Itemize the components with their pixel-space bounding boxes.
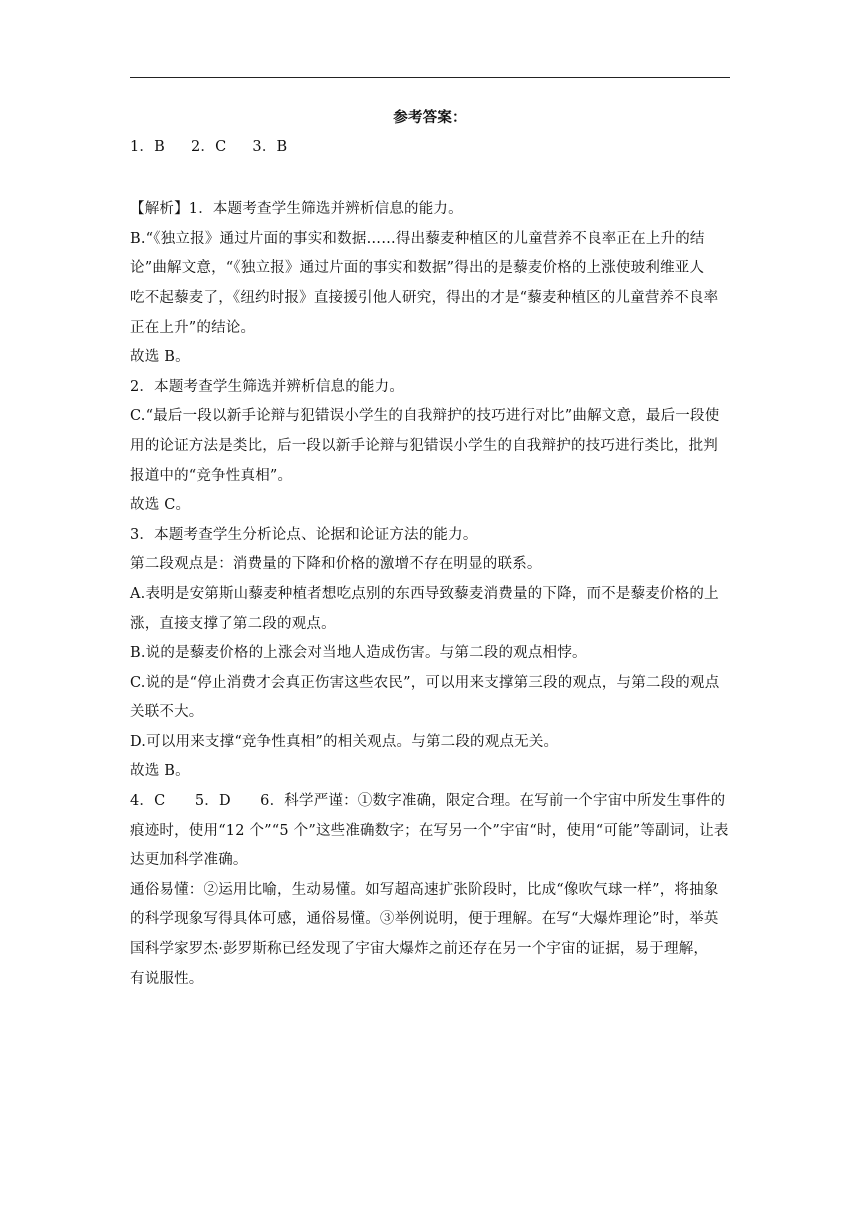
text-line: 的科学现象写得具体可感，通俗易懂。③举例说明，便于理解。在写“大爆炸理论”时，举英 bbox=[130, 911, 719, 928]
text-line: 国科学家罗杰·彭罗斯称已经发现了宇宙大爆炸之前还存在另一个宇宙的证据，易于理解， bbox=[130, 941, 709, 958]
text-line: B.说的是藜麦价格的上涨会对当地人造成伤害。与第二段的观点相悖。 bbox=[130, 645, 587, 662]
header-rule bbox=[130, 77, 730, 78]
text-line: 痕迹时，使用“12 个”“5 个”这些准确数字；在写另一个”宇宙“时，使用“可能”等副词，让表 bbox=[130, 822, 729, 839]
text-line: B.“《独立报》通过片面的事实和数据……得出藜麦种植区的儿童营养不良率正在上升的结 bbox=[130, 230, 705, 247]
text-line: C.“最后一段以新手论辩与犯错误小学生的自我辩护的技巧进行对比”曲解文意，最后一段使 bbox=[130, 408, 720, 425]
text-line: D.可以用来支撑“竞争性真相”的相关观点。与第二段的观点无关。 bbox=[130, 733, 559, 750]
text-line: 故选 B。 bbox=[130, 349, 190, 366]
text-line: 4．C 5．D 6．科学严谨：①数字准确，限定合理。在写前一个宇宙中所发生事件的 bbox=[130, 793, 726, 810]
text-line: 第二段观点是：消费量的下降和价格的激增不存在明显的联系。 bbox=[130, 556, 542, 573]
text-line: 吃不起藜麦了，《纽约时报》直接援引他人研究，得出的才是“藜麦种植区的儿童营养不良率 bbox=[130, 289, 719, 306]
text-line: 2．本题考查学生筛选并辨析信息的能力。 bbox=[130, 378, 405, 395]
text-line: 涨，直接支撑了第二段的观点。 bbox=[130, 615, 336, 632]
answer-3: 3．B bbox=[252, 138, 288, 155]
answer-2: 2．C bbox=[190, 138, 227, 155]
text-line: C.说的是“停止消费才会真正伤害这些农民”，可以用来支撑第三段的观点，与第二段的观点 bbox=[130, 674, 720, 691]
text-line: 故选 C。 bbox=[130, 497, 191, 514]
text-line: 故选 B。 bbox=[130, 763, 190, 780]
text-line: 有说服性。 bbox=[130, 970, 204, 987]
text-line: 正在上升”的结论。 bbox=[130, 319, 256, 336]
text-line: 【解析】1．本题考查学生筛选并辨析信息的能力。 bbox=[130, 201, 463, 218]
explanation-body bbox=[130, 195, 730, 994]
text-line: 论”曲解文意，“《独立报》通过片面的事实和数据”得出的是藜麦价格的上涨使玻利维亚人 bbox=[130, 260, 705, 277]
section-title: 参考答案： bbox=[393, 109, 467, 126]
answer-1: 1．B bbox=[130, 138, 165, 155]
text-line: 关联不大。 bbox=[130, 704, 204, 721]
text-line: 3．本题考查学生分析论点、论据和论证方法的能力。 bbox=[130, 526, 478, 543]
spacer bbox=[130, 162, 730, 195]
text-line: 达更加科学准确。 bbox=[130, 852, 248, 869]
text-line: 通俗易懂：②运用比喻，生动易懂。如写超高速扩张阶段时，比成“像吹气球一样”，将抽象 bbox=[130, 881, 719, 898]
answer-content bbox=[130, 103, 730, 994]
text-line: A.表明是安第斯山藜麦种植者想吃点别的东西导致藜麦消费量的下降，而不是藜麦价格的上 bbox=[130, 585, 719, 602]
text-line: 用的论证方法是类比，后一段以新手论辩与犯错误小学生的自我辩护的技巧进行类比，批判 bbox=[130, 437, 718, 454]
answer-row bbox=[130, 133, 730, 163]
text-line: 报道中的“竞争性真相”。 bbox=[130, 467, 293, 484]
